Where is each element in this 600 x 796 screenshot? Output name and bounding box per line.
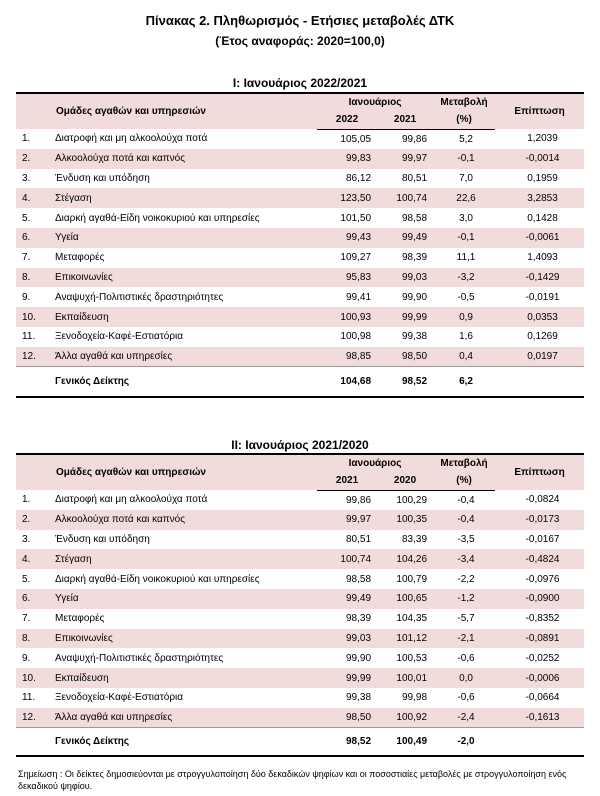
cell-b: 99,49 [401, 232, 428, 244]
cell-change: -3,4 [457, 553, 475, 565]
cell-b: 100,53 [396, 652, 428, 664]
column-header-impact: Επίπτωση [495, 93, 584, 129]
cell-a: 123,50 [340, 192, 372, 204]
table-row [16, 149, 584, 169]
cell-b: 99,99 [401, 311, 428, 323]
table-row [16, 268, 584, 288]
cell-a: 105,05 [340, 133, 372, 145]
table-row [16, 347, 584, 367]
cell-a: 99,03 [345, 632, 372, 644]
cell-impact: -0,8352 [525, 613, 560, 625]
cell-impact: -0,0173 [525, 514, 560, 526]
cell-change: -2,1 [457, 632, 475, 644]
cell-name: Ξενοδοχεία-Καφέ-Εστιατόρια [55, 331, 184, 343]
cell-impact: 0,0197 [527, 350, 558, 362]
column-header-change: Μεταβολή [433, 454, 495, 472]
cell-num: 6. [22, 593, 31, 605]
cell-impact: -0,0900 [525, 593, 560, 605]
cell-num: 6. [22, 232, 31, 244]
cell-change: -0,4 [457, 494, 475, 506]
total-num [16, 728, 49, 756]
table-row [16, 569, 584, 589]
cell-num: 1. [22, 494, 31, 506]
cell-a: 86,12 [345, 172, 372, 184]
cell-num: 5. [22, 212, 31, 224]
cell-num: 7. [22, 613, 31, 625]
table-row [16, 188, 584, 208]
column-header-change-unit: (%) [433, 472, 495, 490]
cell-a: 99,86 [345, 494, 372, 506]
cell-name: Άλλα αγαθά και υπηρεσίες [55, 350, 173, 362]
cell-impact: -0,0891 [525, 632, 560, 644]
cell-b: 80,51 [401, 172, 428, 184]
table-row [16, 490, 584, 510]
cell-a: 109,27 [340, 252, 372, 264]
cell-change: -0,1 [457, 232, 475, 244]
cell-num: 2. [22, 514, 31, 526]
cell-a: 100,98 [340, 331, 372, 343]
total-num [16, 367, 49, 397]
table-row [16, 648, 584, 668]
cell-impact: 0,0353 [527, 311, 558, 323]
total-row [16, 728, 584, 756]
column-header-change: Μεταβολή [433, 93, 495, 111]
cell-num: 8. [22, 632, 31, 644]
total-impact [495, 367, 584, 397]
cell-num: 7. [22, 252, 31, 264]
cell-name: Στέγαση [55, 553, 92, 565]
cell-name: Διατροφή και μη αλκοολούχα ποτά [55, 133, 208, 145]
cell-b: 100,29 [396, 494, 428, 506]
cell-impact: -0,0191 [525, 291, 560, 303]
cell-a: 99,43 [345, 232, 372, 244]
cell-num: 4. [22, 553, 31, 565]
cell-num: 2. [22, 153, 31, 165]
table-row [16, 129, 584, 149]
table-row [16, 307, 584, 327]
cell-b: 100,79 [396, 573, 428, 585]
table-row [16, 228, 584, 248]
column-header-year-a: 2022 [317, 111, 377, 129]
cell-impact: -0,0824 [525, 494, 560, 506]
cell-b: 99,90 [401, 291, 428, 303]
cell-num: 12. [22, 350, 36, 362]
cell-impact: 0,1269 [527, 331, 558, 343]
cell-name: Μεταφορές [55, 252, 105, 264]
table-row [16, 629, 584, 649]
cell-num: 10. [22, 311, 36, 323]
cell-a: 95,83 [345, 271, 372, 283]
cell-impact: 1,4093 [527, 252, 558, 264]
table-row [16, 609, 584, 629]
cell-name: Αναψυχή-Πολιτιστικές δραστηριότητες [55, 652, 224, 664]
cell-name: Ένδυση και υπόδηση [55, 172, 150, 184]
cell-impact: -0,0976 [525, 573, 560, 585]
total-row [16, 367, 584, 397]
cell-impact: -0,1613 [525, 711, 560, 723]
cell-change: 0,9 [459, 311, 473, 323]
cell-name: Μεταφορές [55, 613, 105, 625]
table-subtitle: (Έτος αναφοράς: 2020=100,0) [215, 34, 385, 48]
column-header-year-a: 2021 [317, 472, 377, 490]
total-a: 104,68 [317, 367, 377, 397]
cell-change: 1,6 [459, 331, 473, 343]
cell-impact: -0,0014 [525, 153, 560, 165]
cell-change: 5,2 [459, 133, 473, 145]
cell-name: Άλλα αγαθά και υπηρεσίες [55, 711, 173, 723]
cell-num: 12. [22, 711, 36, 723]
cell-b: 99,86 [401, 133, 428, 145]
table-row [16, 708, 584, 728]
cell-b: 104,26 [396, 553, 428, 565]
cell-num: 11. [22, 692, 36, 704]
column-header-year-b: 2021 [377, 111, 433, 129]
cell-b: 100,01 [396, 672, 428, 684]
column-header-group: Ομάδες αγαθών και υπηρεσιών [16, 454, 317, 490]
cell-a: 99,99 [345, 672, 372, 684]
cell-name: Αλκοολούχα ποτά και καπνός [55, 514, 186, 526]
cell-name: Εκπαίδευση [55, 672, 109, 684]
cell-num: 5. [22, 573, 31, 585]
cell-change: -3,2 [457, 271, 475, 283]
total-name: Γενικός Δείκτης [49, 367, 317, 397]
total-name: Γενικός Δείκτης [49, 728, 317, 756]
cell-name: Ένδυση και υπόδηση [55, 533, 150, 545]
cell-b: 98,39 [401, 252, 428, 264]
cell-change: -0,6 [457, 652, 475, 664]
cell-impact: 0,1959 [527, 172, 558, 184]
table-row [16, 589, 584, 609]
total-a: 98,52 [317, 728, 377, 756]
cell-a: 99,38 [345, 692, 372, 704]
cell-name: Υγεία [55, 232, 79, 244]
column-header-group: Ομάδες αγαθών και υπηρεσιών [16, 93, 317, 129]
cell-a: 101,50 [340, 212, 372, 224]
footnote: Σημείωση : Οι δείκτες δημοσιεύονται με στρογγυλοποίηση δύο δεκαδικών ψηφίων και οι ποσοστιαίες μεταβολές με στρογγυλοποίηση ενός δεκαδικού ψηφίου. [18, 769, 567, 791]
cell-b: 98,50 [401, 350, 428, 362]
section-title: I: Ιανουάριος 2022/2021 [232, 76, 368, 90]
table-row [16, 510, 584, 530]
cell-num: 9. [22, 291, 31, 303]
table-row [16, 327, 584, 347]
cell-change: -0,1 [457, 153, 475, 165]
cell-a: 99,90 [345, 652, 372, 664]
cell-num: 1. [22, 133, 31, 145]
cell-b: 100,74 [396, 192, 428, 204]
cell-change: -2,2 [457, 573, 475, 585]
cell-b: 99,98 [401, 692, 428, 704]
cell-change: 3,0 [459, 212, 473, 224]
cell-a: 99,97 [345, 514, 372, 526]
cell-num: 8. [22, 271, 31, 283]
cell-a: 99,49 [345, 593, 372, 605]
cell-a: 98,39 [345, 613, 372, 625]
cell-change: -3,5 [457, 533, 475, 545]
cell-change: -0,6 [457, 692, 475, 704]
cell-b: 99,38 [401, 331, 428, 343]
table-row [16, 549, 584, 569]
column-header-month: Ιανουάριος [317, 454, 433, 472]
cell-num: 9. [22, 652, 31, 664]
total-change: -2,0 [433, 728, 495, 756]
inflation-table-section-2 [16, 453, 584, 757]
cell-impact: -0,0061 [525, 232, 560, 244]
cell-name: Διατροφή και μη αλκοολούχα ποτά [55, 494, 208, 506]
cell-change: -0,5 [457, 291, 475, 303]
cell-a: 99,83 [345, 153, 372, 165]
cell-change: 0,4 [459, 350, 473, 362]
cell-b: 83,39 [401, 533, 428, 545]
cell-name: Διαρκή αγαθά-Είδη νοικοκυριού και υπηρεσίες [55, 573, 260, 585]
cell-b: 100,92 [396, 711, 428, 723]
cell-impact: -0,0006 [525, 672, 560, 684]
cell-num: 3. [22, 533, 31, 545]
column-header-year-b: 2020 [377, 472, 433, 490]
cell-change: 11,1 [456, 252, 476, 264]
cell-a: 80,51 [345, 533, 372, 545]
table-row [16, 208, 584, 228]
cell-b: 99,03 [401, 271, 428, 283]
cell-impact: -0,1429 [525, 271, 560, 283]
cell-b: 101,12 [396, 632, 428, 644]
cell-change: -0,4 [457, 514, 475, 526]
cell-name: Επικοινωνίες [55, 632, 113, 644]
cell-b: 99,97 [401, 153, 428, 165]
cell-a: 98,58 [345, 573, 372, 585]
cell-impact: 1,2039 [527, 133, 558, 145]
table-title: Πίνακας 2. Πληθωρισμός - Ετήσιες μεταβολές ΔΤΚ [145, 13, 455, 28]
cell-b: 98,58 [401, 212, 428, 224]
cell-a: 99,41 [345, 291, 372, 303]
total-impact [495, 728, 584, 756]
column-header-month: Ιανουάριος [317, 93, 433, 111]
cell-change: 7,0 [459, 172, 473, 184]
cell-name: Εκπαίδευση [55, 311, 109, 323]
cell-name: Στέγαση [55, 192, 92, 204]
cell-name: Διαρκή αγαθά-Είδη νοικοκυριού και υπηρεσίες [55, 212, 260, 224]
cell-a: 100,93 [340, 311, 372, 323]
table-row [16, 287, 584, 307]
cell-num: 11. [22, 331, 36, 343]
cell-name: Ξενοδοχεία-Καφέ-Εστιατόρια [55, 692, 184, 704]
table-row [16, 688, 584, 708]
cell-change: -1,2 [457, 593, 475, 605]
inflation-table-section-1 [16, 92, 584, 398]
cell-a: 98,85 [345, 350, 372, 362]
column-header-impact: Επίπτωση [495, 454, 584, 490]
total-change: 6,2 [433, 367, 495, 397]
cell-change: -2,4 [457, 711, 475, 723]
cell-b: 100,65 [396, 593, 428, 605]
cell-impact: -0,4824 [525, 553, 560, 565]
cell-a: 98,50 [345, 711, 372, 723]
cell-impact: -0,0252 [525, 652, 560, 664]
total-b: 98,52 [377, 367, 433, 397]
cell-name: Αλκοολούχα ποτά και καπνός [55, 153, 186, 165]
cell-num: 10. [22, 672, 36, 684]
cell-b: 104,35 [396, 613, 428, 625]
cell-a: 100,74 [340, 553, 372, 565]
section-title: II: Ιανουάριος 2021/2020 [231, 438, 369, 452]
cell-change: 0,0 [459, 672, 473, 684]
cell-name: Επικοινωνίες [55, 271, 113, 283]
cell-impact: 3,2853 [527, 192, 558, 204]
cell-change: -5,7 [457, 613, 475, 625]
cell-name: Υγεία [55, 593, 79, 605]
cell-impact: -0,0167 [525, 533, 560, 545]
table-row [16, 530, 584, 550]
table-row [16, 248, 584, 268]
table-row [16, 169, 584, 189]
cell-name: Αναψυχή-Πολιτιστικές δραστηριότητες [55, 291, 224, 303]
total-b: 100,49 [377, 728, 433, 756]
cell-impact: 0,1428 [527, 212, 558, 224]
cell-change: 22,6 [456, 192, 476, 204]
cell-b: 100,35 [396, 514, 428, 526]
cell-num: 3. [22, 172, 31, 184]
column-header-change-unit: (%) [433, 111, 495, 129]
cell-impact: -0,0664 [525, 692, 560, 704]
table-row [16, 668, 584, 688]
cell-num: 4. [22, 192, 31, 204]
